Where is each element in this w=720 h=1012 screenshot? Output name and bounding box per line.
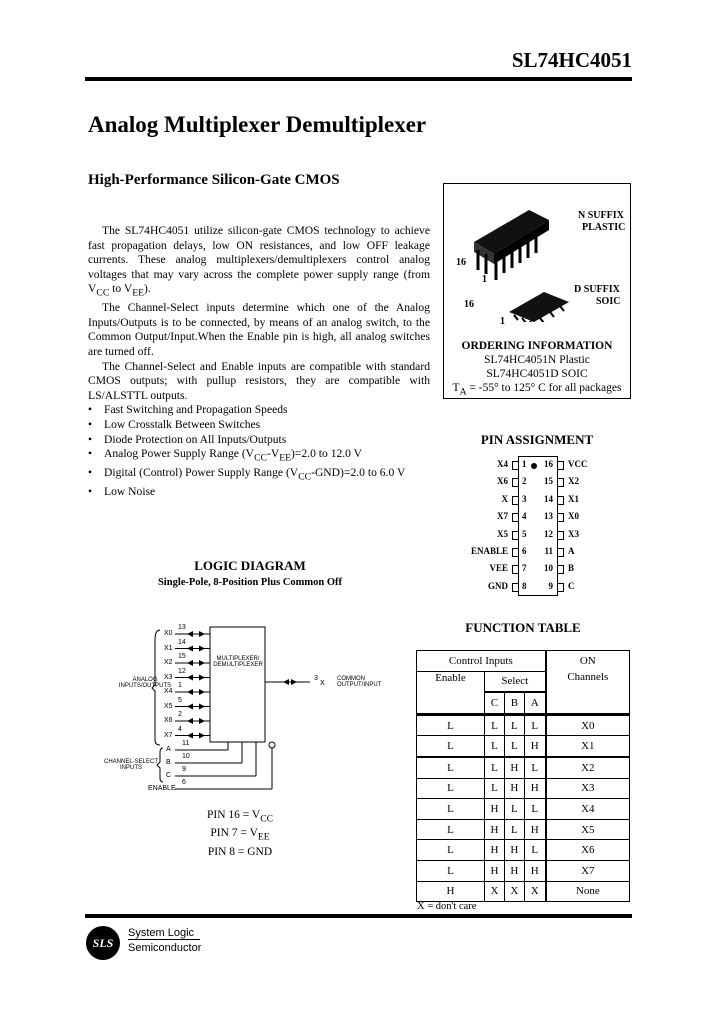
input-name: X4 [164,688,173,695]
analog-io-label [110,677,180,689]
text: OUTPUT/INPUT [337,682,382,688]
paragraph-text: The SL74HC4051 utilize silicon-gate CMOS technology to achieve fast propagation delays, low ON resistances, and low OFF leakage currents. These analog multiplexers/demultiplexers control analog voltages that may vary across the complete power supply range (from V [88,224,430,296]
bidirectional-arrow-icon [199,689,205,695]
mux-block-label [203,656,273,668]
pin-name-left: GND [488,580,508,591]
select-name: C [166,772,172,779]
text: ANALOG [132,677,158,683]
logic-diagram-heading: LOGIC DIAGRAM [194,558,306,573]
paragraph-text: ). [144,282,151,296]
bidirectional-arrow-icon [187,675,193,681]
pin-name-right: X1 [568,493,579,504]
table-cell: L [484,757,504,778]
select-name: A [166,746,171,753]
mux-block [210,627,265,742]
subscript: EE [257,831,270,843]
subscript: EE [279,452,291,464]
table-cell: X2 [546,757,630,778]
table-cell: L [417,860,485,881]
pin-number: 10 [544,563,553,574]
bidirectional-arrow-icon [199,675,205,681]
table-cell: L [504,799,524,820]
pin-name-right: X0 [568,511,579,522]
function-table-heading: FUNCTION TABLE [465,620,581,635]
pin-name-left: VEE [489,563,508,574]
subscript: EE [132,287,145,299]
pin-1-label: 1 [500,316,505,327]
input-pin-number: 13 [178,624,186,631]
pin-name-right: X2 [568,476,579,487]
function-table [416,650,630,902]
company-name-line2: Semiconductor [128,942,202,954]
power-note: PIN 8 = GND [207,845,273,858]
bidirectional-arrow-icon [199,646,205,652]
ordering-heading: ORDERING INFORMATION [461,340,613,352]
subscript: CC [298,471,312,483]
common-pin-number: 3 [314,675,318,682]
table-cell: L [524,840,545,861]
d-package-label: SOIC [596,296,621,307]
ordering-item: SL74HC4051D SOIC [486,368,588,380]
feature-item: • Diode Protection on All Inputs/Outputs [88,433,430,448]
pin-1-label: 1 [482,274,487,285]
table-row [417,714,630,736]
table-cell: L [504,819,524,840]
pin-name-left: ENABLE [470,546,508,556]
table-cell: L [524,714,545,736]
feature-item: • Low Crosstalk Between Switches [88,418,430,433]
power-notes [170,808,310,860]
pin-assignment-heading: PIN ASSIGNMENT [480,432,594,447]
pin-number: 4 [522,511,527,522]
table-cell: L [524,799,545,820]
table-cell: H [484,799,504,820]
table-cell: H [484,819,504,840]
table-row [417,736,630,757]
pin-16-label: 16 [456,257,466,268]
pin-number: 12 [544,528,553,539]
table-cell: L [504,736,524,757]
table-cell: H [504,840,524,861]
pin-number: 15 [544,476,553,487]
input-name: X5 [164,702,173,710]
subscript: CC [260,813,274,825]
table-cell: H [524,860,545,881]
bidirectional-arrow-icon [187,631,193,637]
input-pin-number: 4 [178,725,182,733]
power-note [170,826,310,844]
text: INPUTS [119,765,142,771]
table-cell: None [546,881,630,902]
input-pin-number: 2 [178,711,182,718]
table-cell: X5 [546,819,630,840]
n-package-label: PLASTIC [582,222,626,233]
table-row [417,860,630,881]
pin-number: 2 [522,476,527,487]
input-pin-number: 1 [178,682,182,689]
table-row [417,819,630,840]
header-enable: Enable [417,671,485,714]
bidirectional-arrow-icon [199,704,205,710]
table-cell: L [484,778,504,799]
table-cell: X3 [546,778,630,799]
pin-name-right: C [568,580,575,591]
footer-rule [85,914,632,918]
header-channels: Channels [546,671,630,714]
input-pin-number: 12 [178,667,186,675]
bidirectional-arrow-icon [187,689,193,695]
text: MULTIPLEXER/ [216,656,260,662]
subscript: CC [254,452,267,464]
select-name: B [166,759,171,766]
bidirectional-arrow-icon [199,733,205,739]
table-cell: L [504,714,524,736]
text: )=2.0 to 12.0 V [290,447,363,461]
pin-name-left: X6 [497,476,508,487]
pin-16-label: 16 [464,299,474,310]
select-pin-number: 9 [182,766,186,773]
pin-number: 7 [522,563,527,574]
input-name: X2 [164,659,173,666]
pin-name-left: X7 [497,511,508,522]
input-name: X3 [164,673,173,681]
pin-name-left: X5 [497,528,508,539]
part-number: SL74HC4051 [511,48,632,72]
logic-diagram-subheading: Single-Pole, 8-Position Plus Common Off [157,577,343,588]
pin-name-left: X [501,493,508,504]
channel-select-label [96,759,166,771]
enable-inverter-bubble-icon [269,742,275,748]
table-cell: X6 [546,840,630,861]
text: = -55° to 125° C for all packages [466,382,622,394]
table-row [417,840,630,861]
power-note [170,808,310,826]
paragraph-text: to V [109,282,133,296]
table-row [417,778,630,799]
bidirectional-arrow-icon [199,718,205,724]
page-title: Analog Multiplexer Demultiplexer [88,112,427,137]
text: INPUTS/OUTPUTS [118,683,172,689]
table-row [417,799,630,820]
table-cell: H [417,881,485,902]
table-row [417,881,630,902]
table-cell: L [417,778,485,799]
table-cell: L [417,757,485,778]
text: Analog Power Supply Range (V [104,447,255,461]
feature-item: • Fast Switching and Propagation Speeds [88,403,430,418]
header-select: Select [484,671,545,692]
subscript: A [459,386,467,398]
text: Digital (Control) Power Supply Range (V [104,466,299,480]
table-cell: L [417,714,485,736]
header-control-inputs: Control Inputs [417,651,546,672]
input-name: X0 [164,630,173,637]
pin-name-right: X3 [568,528,579,539]
bidirectional-arrow-icon [199,631,205,637]
table-cell: H [484,840,504,861]
table-cell: H [524,736,545,757]
bidirectional-arrow-icon [187,733,193,739]
table-cell: L [524,757,545,778]
table-cell: X7 [546,860,630,881]
table-cell: L [417,819,485,840]
feature-item: • Low Noise [88,485,430,500]
header-on: ON [546,651,630,672]
text: -GND)=2.0 to 6.0 V [311,466,406,480]
table-cell: H [524,819,545,840]
bidirectional-arrow-icon [187,704,193,710]
text: COMMON [337,676,365,682]
pin-name-right: A [568,546,575,556]
sls-logo: SLS [86,926,120,960]
table-cell: L [484,714,504,736]
input-pin-number: 5 [178,696,182,704]
text: -V [266,447,280,461]
table-cell: H [504,757,524,778]
input-name: X6 [164,717,173,724]
table-cell: H [524,778,545,799]
pin-number: 9 [548,580,553,591]
pin-name-right: B [568,563,575,574]
input-pin-number: 14 [178,638,186,646]
table-cell: L [417,736,485,757]
text: DEMULTIPLEXER [213,662,263,668]
input-name: X1 [164,644,173,652]
table-cell: X4 [546,799,630,820]
text: T [452,382,460,394]
table-cell: X [484,881,504,902]
d-suffix-label: D SUFFIX [574,284,620,295]
input-pin-number: 15 [178,653,186,660]
table-cell: H [504,860,524,881]
select-pin-number: 6 [182,779,186,786]
table-cell: H [484,860,504,881]
pin-number: 11 [544,546,553,556]
table-cell: L [484,736,504,757]
table-cell: X [504,881,524,902]
pin-number: 1 [522,459,527,469]
paragraph-2: The Channel-Select inputs determine which one of the Analog Inputs/Outputs is to be connected, by means of an analog switch, to the Common Output/Input.When the Enable pin is high, all analog switches are turned off. [88,301,430,359]
bidirectional-arrow-icon [187,646,193,652]
pin-number: 16 [544,459,553,469]
table-cell: X [524,881,545,902]
pin-number: 5 [522,528,527,539]
paragraph-3: The Channel-Select and Enable inputs are compatible with standard CMOS outputs; with pullup resistors, they are compatible with LS/ALSTTL outputs. [88,359,430,402]
common-pin-name: X [320,680,325,687]
text: PIN 7 = V [210,827,258,840]
page-subtitle: High-Performance Silicon-Gate CMOS [88,172,340,188]
subscript: CC [96,287,110,299]
ordering-item: SL74HC4051N Plastic [484,354,590,366]
table-cell: L [417,799,485,820]
select-name: ENABLE [148,785,176,792]
table-row [417,757,630,778]
function-table-note: X = don't care [417,901,477,912]
bidirectional-arrow-icon [187,660,193,666]
select-pin-number: 10 [182,753,190,760]
header-a: A [524,692,545,714]
text: CHANNEL-SELECT [103,759,158,765]
text: PIN 16 = V [206,809,261,821]
pin-name-right: VCC [568,459,588,469]
bidirectional-arrow-icon [187,718,193,724]
select-pin-number: 11 [182,740,190,747]
table-cell: L [417,840,485,861]
n-suffix-label: N SUFFIX [578,210,624,221]
pin-number: 3 [522,493,527,504]
table-cell: H [504,778,524,799]
pin-number: 8 [522,580,527,591]
pin-number: 6 [522,546,527,556]
table-cell: X1 [546,736,630,757]
common-io-label [337,676,381,688]
pin-name-left: X4 [497,459,508,469]
table-cell: X0 [546,714,630,736]
header-b: B [504,692,524,714]
company-name-line1: System Logic [128,927,200,940]
header-c: C [484,692,504,714]
input-name: X7 [164,731,173,739]
pin-number: 14 [544,493,553,504]
pin-number: 13 [544,511,553,522]
